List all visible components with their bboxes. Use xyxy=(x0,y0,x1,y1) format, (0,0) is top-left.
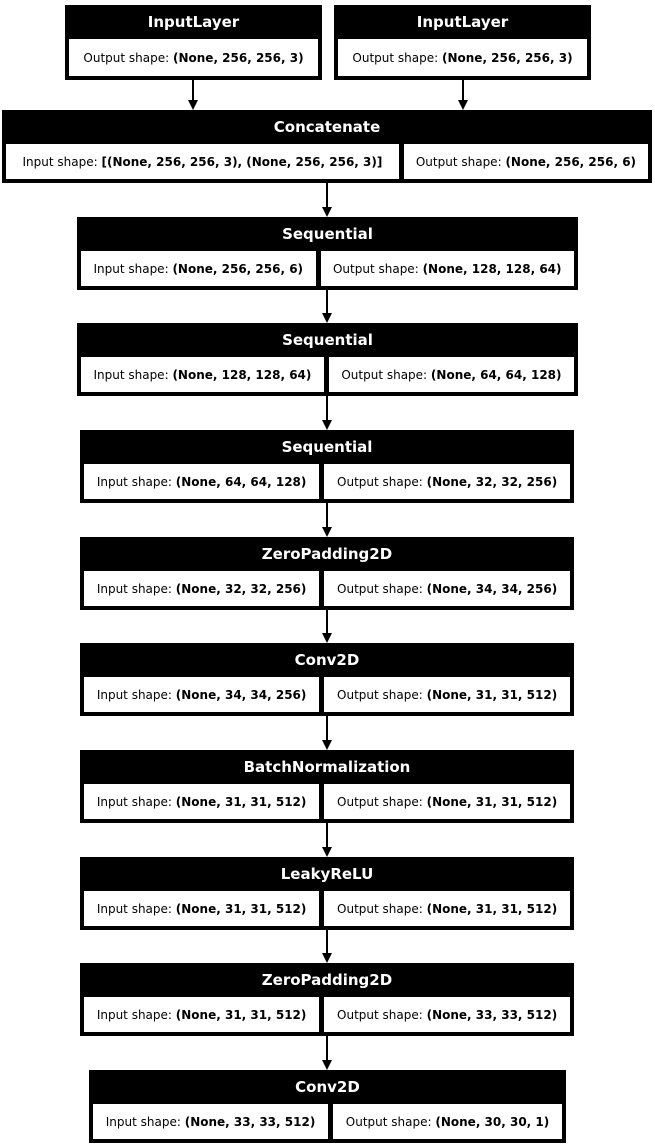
input-shape-cell: Input shape: (None, 31, 31, 512) xyxy=(83,783,320,820)
node-conv2d-2 xyxy=(89,1070,566,1143)
node-title: Sequential xyxy=(80,323,575,356)
node-conv2d-1 xyxy=(80,643,574,716)
node-leakyrelu xyxy=(80,857,574,930)
node-title: ZeroPadding2D xyxy=(83,963,571,996)
input-shape-cell: Input shape: (None, 128, 128, 64) xyxy=(80,356,325,393)
arrow-sequential2-to-sequential3 xyxy=(321,396,333,430)
node-body xyxy=(83,996,571,1033)
node-body xyxy=(80,250,575,287)
output-shape-cell: Output shape: (None, 31, 31, 512) xyxy=(323,783,571,820)
node-title: ZeroPadding2D xyxy=(83,537,571,570)
arrow-zeropadding2d1-to-conv2d1 xyxy=(321,610,333,643)
arrow-zeropadding2d2-to-conv2d2 xyxy=(321,1036,333,1070)
node-body xyxy=(83,890,571,927)
output-shape-cell: Output shape: (None, 256, 256, 3) xyxy=(68,38,319,77)
output-shape-cell: Output shape: (None, 31, 31, 512) xyxy=(323,676,571,713)
arrow-inputlayer1-to-concatenate xyxy=(187,80,199,110)
output-shape-cell: Output shape: (None, 256, 256, 3) xyxy=(337,38,588,77)
node-inputlayer-1 xyxy=(65,5,322,80)
output-shape-cell: Output shape: (None, 64, 64, 128) xyxy=(328,356,575,393)
node-title: LeakyReLU xyxy=(83,857,571,890)
input-shape-cell: Input shape: (None, 31, 31, 512) xyxy=(83,890,320,927)
node-body xyxy=(337,38,588,77)
node-sequential-3 xyxy=(80,430,574,503)
node-batchnormalization xyxy=(80,750,574,823)
arrow-batchnormalization-to-leakyrelu xyxy=(321,823,333,857)
arrow-concatenate-to-sequential1 xyxy=(321,183,333,217)
output-shape-cell: Output shape: (None, 31, 31, 512) xyxy=(323,890,571,927)
arrow-inputlayer2-to-concatenate xyxy=(457,80,469,110)
input-shape-cell: Input shape: (None, 33, 33, 512) xyxy=(92,1103,329,1140)
node-body xyxy=(92,1103,563,1140)
node-body xyxy=(5,143,649,180)
input-shape-cell: Input shape: (None, 64, 64, 128) xyxy=(83,463,320,500)
node-body xyxy=(80,356,575,393)
output-shape-cell: Output shape: (None, 32, 32, 256) xyxy=(323,463,571,500)
node-body xyxy=(68,38,319,77)
arrow-sequential3-to-zeropadding2d1 xyxy=(321,503,333,537)
node-title: InputLayer xyxy=(68,5,319,38)
arrow-sequential1-to-sequential2 xyxy=(321,290,333,323)
node-concatenate xyxy=(2,110,652,183)
input-shape-cell: Input shape: (None, 34, 34, 256) xyxy=(83,676,320,713)
input-shape-cell: Input shape: (None, 32, 32, 256) xyxy=(83,570,320,607)
node-sequential-2 xyxy=(77,323,578,396)
node-title: BatchNormalization xyxy=(83,750,571,783)
node-title: Concatenate xyxy=(5,110,649,143)
node-inputlayer-2 xyxy=(334,5,591,80)
node-body xyxy=(83,570,571,607)
node-zeropadding2d-2 xyxy=(80,963,574,1036)
output-shape-cell: Output shape: (None, 30, 30, 1) xyxy=(332,1103,563,1140)
output-shape-cell: Output shape: (None, 256, 256, 6) xyxy=(403,143,649,180)
node-title: Conv2D xyxy=(92,1070,563,1103)
node-title: Sequential xyxy=(80,217,575,250)
output-shape-cell: Output shape: (None, 128, 128, 64) xyxy=(320,250,575,287)
node-body xyxy=(83,463,571,500)
node-sequential-1 xyxy=(77,217,578,290)
input-shape-cell: Input shape: [(None, 256, 256, 3), (None, 256, 256, 3)] xyxy=(5,143,400,180)
input-shape-cell: Input shape: (None, 256, 256, 6) xyxy=(80,250,317,287)
node-body xyxy=(83,676,571,713)
arrow-conv2d1-to-batchnormalization xyxy=(321,716,333,750)
node-body xyxy=(83,783,571,820)
node-title: Sequential xyxy=(83,430,571,463)
input-shape-cell: Input shape: (None, 31, 31, 512) xyxy=(83,996,320,1033)
node-title: InputLayer xyxy=(337,5,588,38)
node-title: Conv2D xyxy=(83,643,571,676)
output-shape-cell: Output shape: (None, 33, 33, 512) xyxy=(323,996,571,1033)
output-shape-cell: Output shape: (None, 34, 34, 256) xyxy=(323,570,571,607)
arrow-leakyrelu-to-zeropadding2d2 xyxy=(321,930,333,963)
node-zeropadding2d-1 xyxy=(80,537,574,610)
